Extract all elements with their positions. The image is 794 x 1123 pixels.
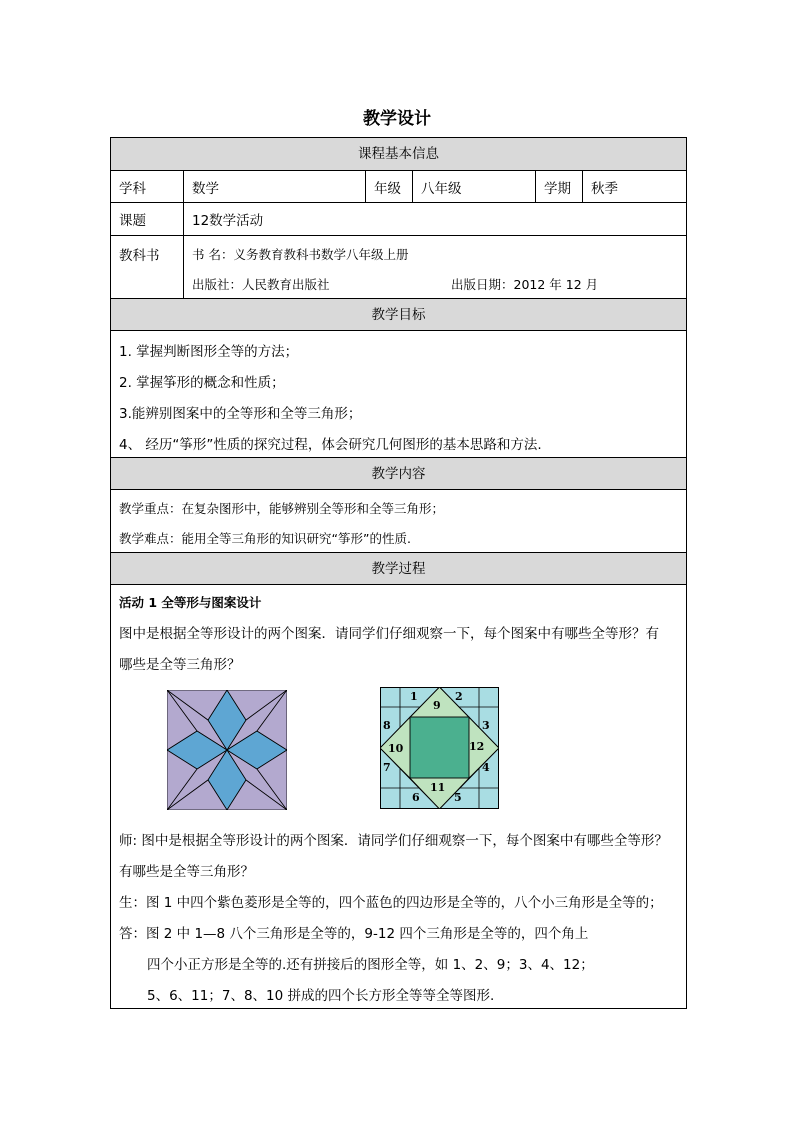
- section-header-basic-info: 课程基本信息: [111, 138, 686, 171]
- topic-row: [111, 203, 686, 236]
- process-block: [111, 585, 686, 1008]
- textbook-row: [111, 236, 686, 299]
- fig2-label: 11: [430, 781, 446, 794]
- goal-item: 2. 掌握筝形的概念和性质；: [119, 375, 285, 391]
- section-header-process: 教学过程: [111, 553, 686, 585]
- term-label: 学期: [536, 171, 583, 202]
- page-title: 教学设计: [363, 109, 431, 129]
- subject-label: 学科: [111, 171, 184, 202]
- fig2-label: 1: [410, 690, 418, 703]
- fig2-label: 10: [388, 742, 404, 755]
- publisher: 出版社：人民教育出版社: [192, 277, 330, 292]
- answer-line: 四个小正方形是全等的.还有拼接后的图形全等，如 1、2、9；3、4、12；: [147, 957, 594, 973]
- teacher-line: 师: 图中是根据全等形设计的两个图案．请同学们仔细观察一下，每个图案中有哪些全等形？: [119, 833, 668, 849]
- goal-item: 3.能辨别图案中的全等形和全等三角形；: [119, 406, 362, 422]
- term-value: 秋季: [591, 180, 618, 197]
- key-point: 教学重点：在复杂图形中，能够辨别全等形和全等三角形；: [119, 501, 445, 516]
- fig2-label: 12: [469, 740, 485, 753]
- intro-line: 图中是根据全等形设计的两个图案．请同学们仔细观察一下，每个图案中有哪些全等形？有: [119, 626, 659, 642]
- grade-label: 年级: [366, 171, 413, 202]
- fig2-label: 5: [454, 791, 462, 804]
- topic-label: 课题: [111, 203, 184, 235]
- fig2-label: 3: [482, 719, 490, 732]
- fig2-label: 7: [383, 761, 391, 774]
- fig2-label: 2: [455, 690, 463, 703]
- answer-line: 5、6、11；7、8、10 拼成的四个长方形全等等全等图形.: [147, 988, 495, 1004]
- lesson-table: [110, 137, 687, 1009]
- book-name: 书 名：义务教育教科书数学八年级上册: [192, 247, 409, 262]
- fig2-label: 6: [412, 791, 420, 804]
- figure-1-pattern: [167, 690, 287, 810]
- goal-item: 4、 经历“筝形”性质的探究过程，体会研究几何图形的基本思路和方法.: [119, 437, 542, 453]
- goals-block: [111, 331, 686, 458]
- topic-value: 12数学活动: [192, 213, 264, 229]
- activity-title: 活动 1 全等形与图案设计: [119, 595, 262, 610]
- grade-value: 八年级: [413, 171, 536, 202]
- textbook-label: 教科书: [111, 236, 184, 298]
- difficulty-point: 教学难点：能用全等三角形的知识研究“筝形”的性质.: [119, 531, 411, 546]
- student-line: 生：图 1 中四个紫色菱形是全等的，四个蓝色的四边形是全等的，八个小三角形是全等的；: [119, 895, 663, 911]
- teacher-line: 有哪些是全等三角形？: [119, 864, 254, 880]
- fig2-label: 8: [383, 719, 391, 732]
- info-row: [111, 171, 686, 203]
- fig2-label: 4: [482, 761, 490, 774]
- subject-value: 数学: [184, 171, 366, 202]
- section-header-goals: 教学目标: [111, 299, 686, 331]
- figure-2-pattern: [380, 687, 499, 809]
- fig2-label: 9: [433, 699, 441, 712]
- content-block: [111, 490, 686, 553]
- answer-line: 答：图 2 中 1—8 八个三角形是全等的，9-12 四个三角形是全等的，四个角上: [119, 926, 589, 942]
- goal-item: 1. 掌握判断图形全等的方法；: [119, 344, 299, 360]
- intro-line: 哪些是全等三角形？: [119, 657, 241, 673]
- section-header-content: 教学内容: [111, 458, 686, 490]
- publish-date: 出版日期：2012 年 12 月: [451, 277, 599, 292]
